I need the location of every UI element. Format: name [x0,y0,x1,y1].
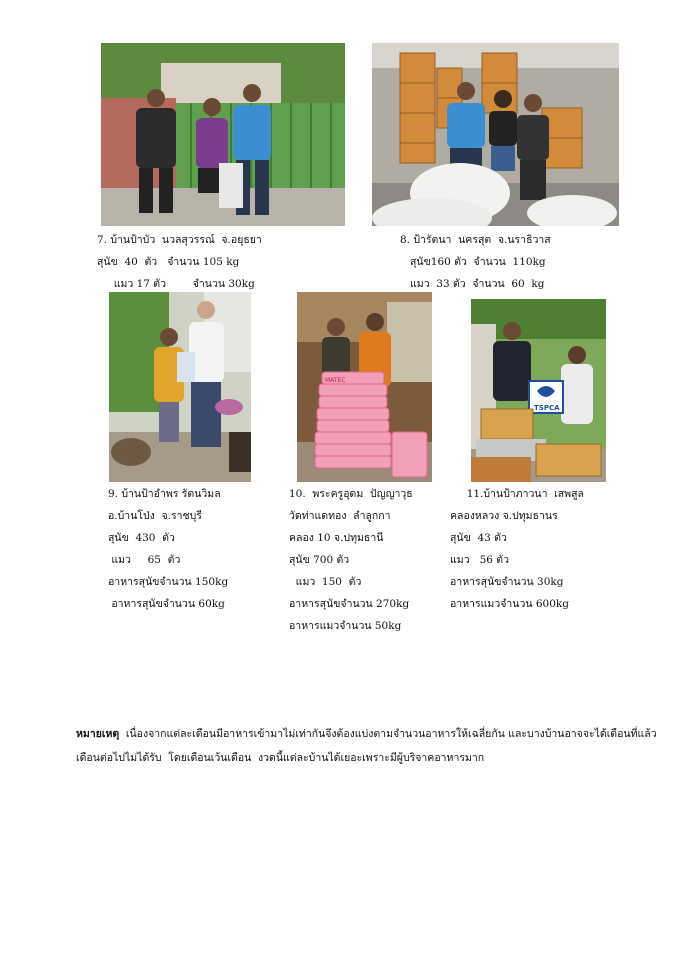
caption-line: สุนัข160 ตัว จำนวน 110kg [400,256,546,268]
caption-line: สุนัข 43 ตัว [450,532,507,544]
caption-line: แมว 65 ตัว [108,554,181,566]
caption-house-9 [108,483,228,615]
bag-label: MATEC [325,377,346,384]
caption-line: อาหารสุนัขจำนวน 270kg [289,598,410,610]
caption-line: 10. พระครูอุดม ปัญญาวุธ [289,488,413,500]
caption-line: แมว 56 ตัว [450,554,510,566]
caption-line: อาหารแมวจำนวน 50kg [289,620,402,632]
caption-line: อาหารสุนัขจำนวน 30kg [450,576,564,588]
caption-line: อาหารแมวจำนวน 600kg [450,598,570,610]
caption-line: คลอง 10 จ.ปทุมธานี [289,532,384,544]
caption-house-11 [450,483,584,615]
caption-line: 11.บ้านป้าภาวนา เสพสูล [450,488,584,500]
photo-house-10 [297,292,432,482]
caption-line: สุนัข 40 ตัว จำนวน 105 kg [97,256,240,268]
photo-house-7 [101,43,345,226]
caption-line: อาหารสุนัขจำนวน 60kg [108,598,225,610]
caption-line: แมว 150 ตัว [289,576,362,588]
caption-line: 7. บ้านป้าบัว นวลสุวรรณ์ จ.อยุธยา [97,234,262,246]
caption-line: 9. บ้านป้าอำพร รัตนวิมล [108,488,221,500]
caption-line: แมว 17 ตัว จำนวน 30kg [97,278,255,290]
caption-line: แมว 33 ตัว จำนวน 60 kg [400,278,545,290]
tspca-sign: TSPCA [534,404,560,412]
caption-line: วัดท่าแดทอง ลำลูกกา [289,510,391,522]
footnote-label: หมายเหตุ [76,728,120,740]
caption-line: อาหารสุนัขจำนวน 150kg [108,576,229,588]
caption-line: อ.บ้านโป่ง จ.ราชบุรี [108,510,202,522]
photo-house-9 [109,292,251,482]
footnote-text: เนื่องจากแต่ละเดือนมีอาหารเข้ามาไม่เท่ากันจึงต้องแบ่งตามจำนวนอาหารให้เฉลี่ยกัน และบางบ้านอาจจะได้เดือนที่แล้ว เดือนต่อไปไม่ได้รับ โดยเดือนเว้นเดือน งวดนี้แต่ละบ้านได้เยอะเพราะมีผู้บริจาคอาหารมาก [76,728,664,764]
caption-house-7 [97,229,262,295]
caption-house-8 [400,229,551,295]
photo-house-8 [372,43,619,226]
caption-line: 8. ป้ารัตนา นครสุต จ.นราธิวาส [400,234,551,246]
caption-line: สุนัข 430 ตัว [108,532,175,544]
caption-house-10 [289,483,413,637]
caption-line: คลองหลวง จ.ปทุมธานร [450,510,558,522]
footnote [76,722,664,770]
caption-line: สุนัข 700 ตัว [289,554,350,566]
photo-house-11 [471,299,606,482]
